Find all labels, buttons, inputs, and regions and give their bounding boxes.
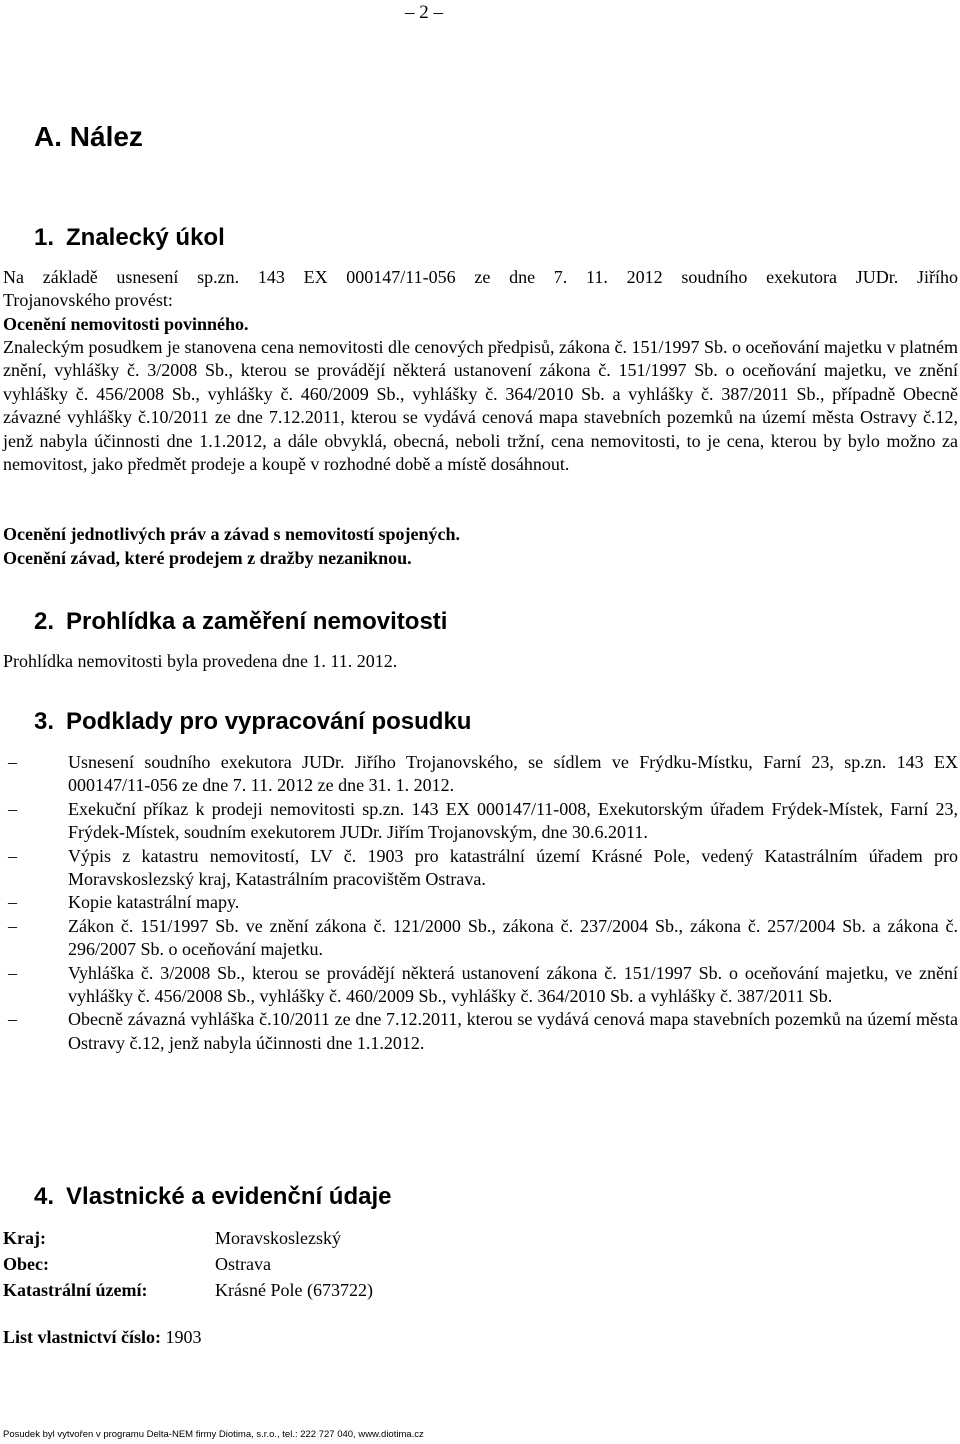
section-2-heading <box>34 607 447 637</box>
region-label: Kraj: <box>3 1228 46 1248</box>
table-row <box>3 1277 373 1303</box>
section-1-heading <box>34 223 225 253</box>
list-item-text: Výpis z katastru nemovitostí, LV č. 1903 pro katastrální území Krásné Pole, vedený Katastrálním úřadem pro Moravskoslezský kraj, Katastrálním pracovištěm Ostrava. <box>68 845 958 890</box>
task-1: Ocenění nemovitosti povinného. <box>3 314 249 334</box>
list-item <box>0 962 958 1009</box>
intro-line-2: Trojanovského provést: <box>3 290 173 310</box>
list-item-text: Kopie katastrální mapy. <box>68 892 240 913</box>
section-4-title: Vlastnické a evidenční údaje <box>66 1183 392 1210</box>
dash-bullet: – <box>8 915 17 936</box>
list-item <box>0 798 958 845</box>
section-3-number: 3. <box>34 708 55 735</box>
list-item <box>0 915 958 962</box>
section-2-number: 2. <box>34 608 55 635</box>
ownership-list-label: List vlastnictví číslo: <box>3 1327 161 1347</box>
list-item-text: Exekuční příkaz k prodeji nemovitosti sp.zn. 143 EX 000147/11-008, Exekutorským úřadem Frýdek-Místek, Farní 23, Frýdek-Místek, soudním exekutorem JUDr. Jiřím Trojanovským, dne 30.6.2011. <box>68 798 958 843</box>
dash-bullet: – <box>8 1009 17 1030</box>
intro-line-1: Na základě usnesení sp.zn. 143 EX 000147/11-056 ze dne 7. 11. 2012 soudního exekutora JUDr. Jiřího <box>3 267 958 287</box>
list-item-text: Zákon č. 151/1997 Sb. ve znění zákona č. 121/2000 Sb., zákona č. 237/2004 Sb., zákona č. 257/2004 Sb. a zákona č. 296/2007 Sb. o oceňování majetku. <box>68 915 958 960</box>
section-2-title: Prohlídka a zaměření nemovitosti <box>66 608 448 635</box>
section-3-heading <box>34 707 471 737</box>
section-1-title: Znalecký úkol <box>66 224 225 251</box>
ownership-list-value: 1903 <box>165 1327 202 1347</box>
list-item-text: Usnesení soudního exekutora JUDr. Jiřího Trojanovského, se sídlem ve Frýdku-Místku, Farní 23, sp.zn. 143 EX 000147/11-056 ze dne 7. 11. 2012 ze dne 31. 1. 2012. <box>68 752 958 796</box>
section-3-title: Podklady pro vypracování posudku <box>66 708 472 735</box>
region-value: Moravskoslezský <box>215 1228 341 1248</box>
table-row <box>3 1251 373 1277</box>
cadastral-area-label: Katastrální území: <box>3 1280 148 1300</box>
task-2: Ocenění jednotlivých práv a závad s nemovitostí spojených. <box>3 524 460 544</box>
municipality-label: Obec: <box>3 1254 49 1274</box>
municipality-value: Ostrava <box>215 1254 271 1274</box>
list-item <box>0 891 958 914</box>
list-item <box>0 751 958 798</box>
section-1-number: 1. <box>34 224 55 251</box>
ownership-list-number <box>3 1325 202 1349</box>
dash-bullet: – <box>8 798 17 819</box>
list-item-text: Vyhláška č. 3/2008 Sb., kterou se provádějí některá ustanovení zákona č. 151/1997 Sb. o oceňování majetku, ve znění vyhlášky č. 456/2008 Sb., vyhlášky č. 460/2009 Sb., vyhlášky č. 364/2010 Sb. a vyhlášky č. 387/2011 Sb. <box>68 962 958 1007</box>
footer-note: Posudek byl vytvořen v programu Delta-NEM firmy Diotima, s.r.o., tel.: 222 727 040, www.diotima.cz <box>3 1429 424 1440</box>
sources-list <box>0 751 958 1055</box>
ownership-table <box>3 1225 373 1303</box>
dash-bullet: – <box>8 845 17 866</box>
task-3: Ocenění závad, které prodejem z dražby nezaniknou. <box>3 548 412 568</box>
dash-bullet: – <box>8 962 17 983</box>
page-number: – 2 – <box>405 2 443 23</box>
inspection-text: Prohlídka nemovitosti byla provedena dne 1. 11. 2012. <box>3 651 398 671</box>
table-row <box>3 1225 373 1251</box>
section-4-heading <box>34 1182 392 1212</box>
dash-bullet: – <box>8 752 17 772</box>
cadastral-area-value: Krásné Pole (673722) <box>215 1280 373 1300</box>
section-a-title: A. Nález <box>34 121 143 152</box>
dash-bullet: – <box>8 892 17 913</box>
list-item <box>0 845 958 892</box>
list-item-text: Obecně závazná vyhláška č.10/2011 ze dne 7.12.2011, kterou se vydává cenová mapa stavebních pozemků na území města Ostravy č.12, jenž nabyla účinnosti dne 1.1.2012. <box>68 1009 958 1053</box>
section-4-number: 4. <box>34 1183 55 1210</box>
list-item <box>0 1008 958 1055</box>
task-1-description: Znaleckým posudkem je stanovena cena nemovitosti dle cenových předpisů, zákona č. 151/1997 Sb. o oceňování majetku v platném znění, vyhlášky č. 3/2008 Sb., kterou se provádějí některá ustanovení zákona č. 151/1997 Sb. o oceňování majetku, ve znění vyhlášky č. 456/2008 Sb., vyhlášky č. 460/2009 Sb., vyhlášky č. 364/2010 Sb. a vyhlášky č. 387/2011 Sb., případně Obecně závazné vyhlášky č.10/2011 ze dne 7.12.2011, kterou se vydává cenová mapa stavebních pozemků na území města Ostravy č.12, jenž nabyla účinnosti dne 1.1.2012, a dále obvyklá, obecná, neboli tržní, cena nemovitosti, to je cena, kterou by bylo možno za nemovitost, jako předmět prodeje a koupě v rozhodné době a místě dosáhnout. <box>3 337 958 475</box>
